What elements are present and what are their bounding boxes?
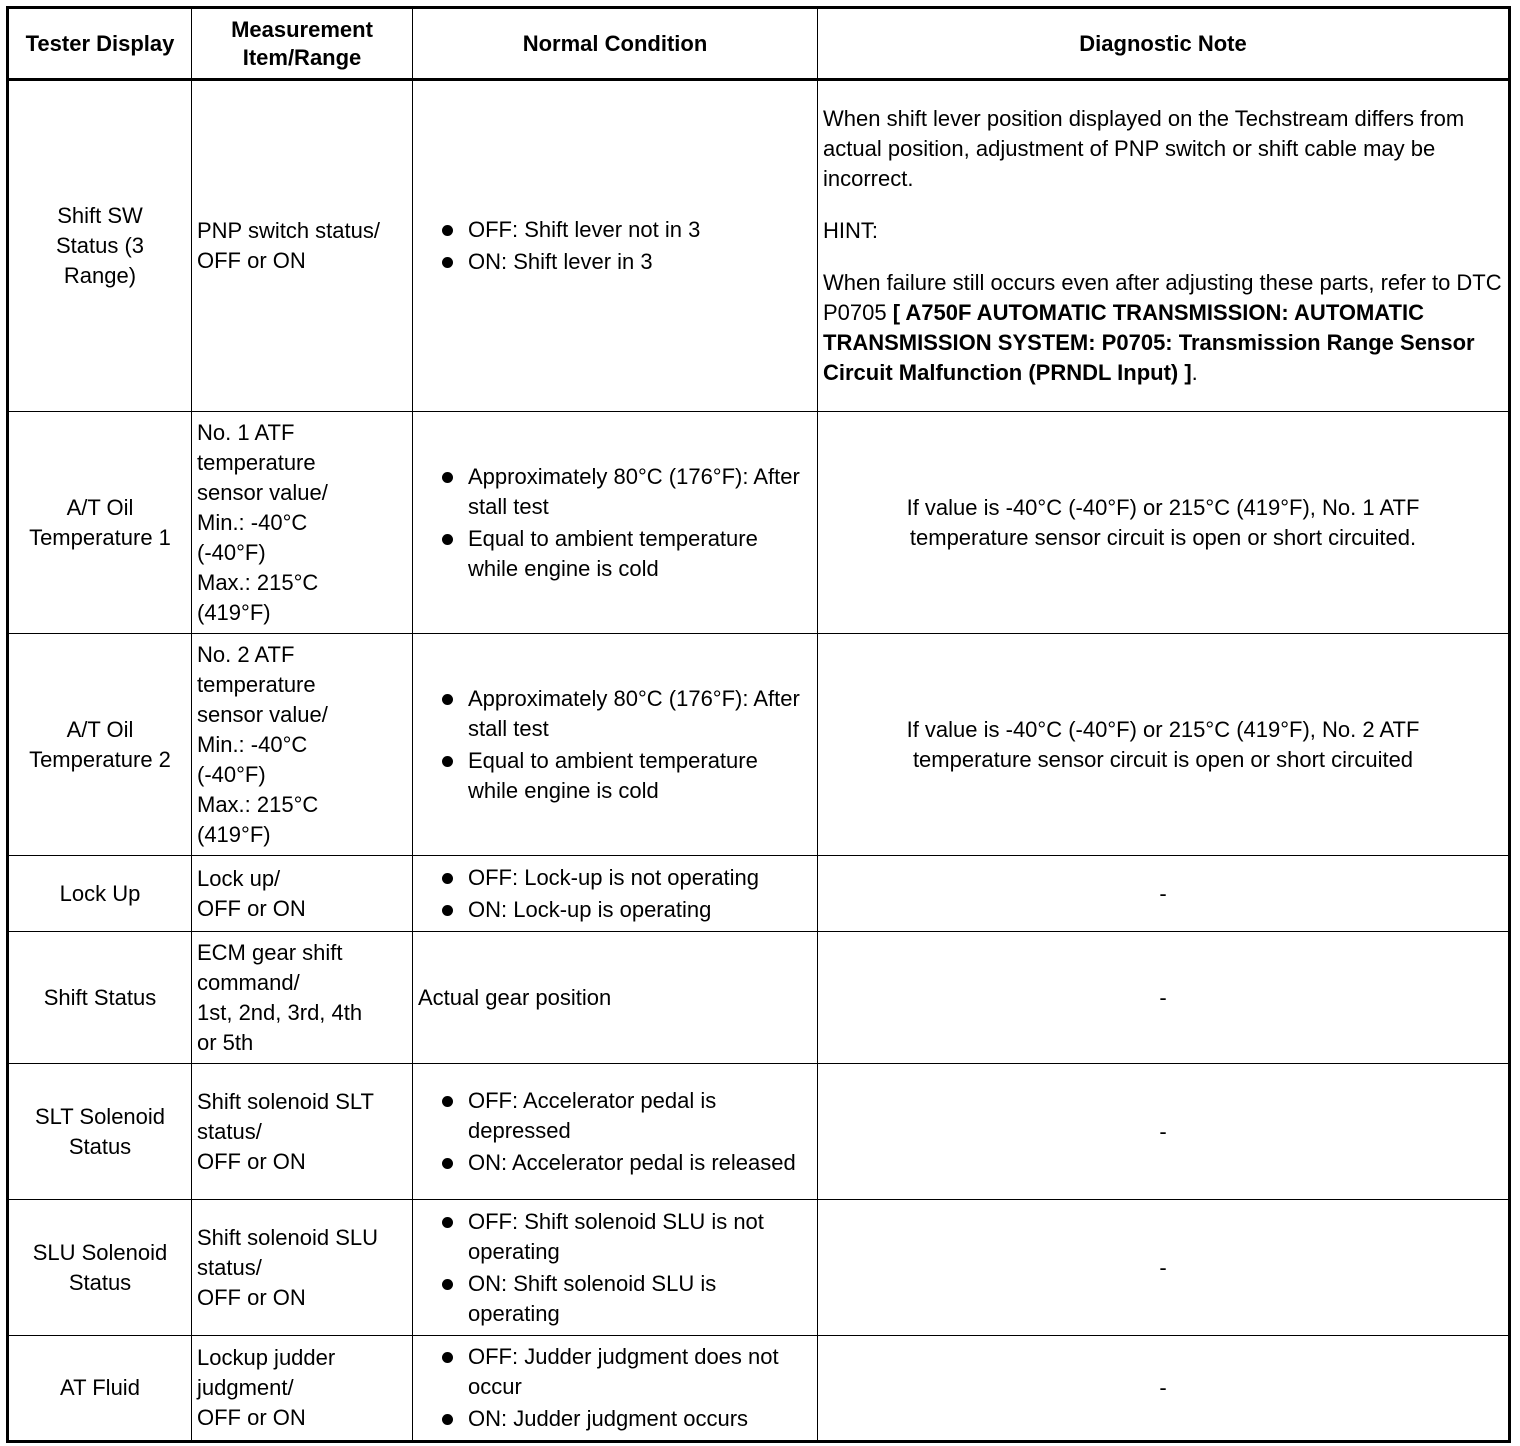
normal-condition-list	[418, 215, 812, 277]
measurement-cell	[192, 856, 413, 932]
normal-condition-cell	[413, 80, 818, 412]
list-item: ON: Judder judgment occurs	[418, 1404, 812, 1434]
normal-condition-cell	[413, 1200, 818, 1336]
list-item: ON: Shift solenoid SLU is operating	[418, 1269, 812, 1329]
list-item: ON: Shift lever in 3	[418, 247, 812, 277]
measurement-line: OFF or ON	[197, 248, 306, 273]
dtc-reference-link[interactable]: [ A750F AUTOMATIC TRANSMISSION: AUTOMATIC TRANSMISSION SYSTEM: P0705: Transmission Range Sensor Circuit Malfunction (PRNDL Input) ]	[823, 300, 1475, 385]
header-measurement: Measurement Item/Range	[192, 8, 413, 80]
diagnostic-note-cell: -	[818, 1200, 1510, 1336]
measurement-line: temperature	[197, 671, 316, 697]
measurement-cell	[192, 1064, 413, 1200]
header-row	[8, 8, 1510, 80]
tester-display-cell: SLT Solenoid Status	[8, 1064, 192, 1200]
table-row	[8, 932, 1510, 1064]
measurement-line: No. 1 ATF	[197, 419, 295, 445]
normal-condition-list	[418, 462, 812, 584]
tester-display-cell: A/T Oil Temperature 2	[8, 634, 192, 856]
diagnostic-note-cell: -	[818, 1336, 1510, 1442]
list-item: Approximately 80°C (176°F): After stall test	[418, 462, 812, 522]
measurement-line: Shift solenoid SLT	[197, 1088, 374, 1114]
header-normal-condition: Normal Condition	[413, 8, 818, 80]
measurement-line: OFF or ON	[197, 1284, 306, 1310]
measurement-line: OFF or ON	[197, 1148, 306, 1174]
normal-condition-cell	[413, 1336, 818, 1442]
table-row	[8, 1336, 1510, 1442]
measurement-line: or 5th	[197, 1029, 254, 1055]
measurement-line: OFF or ON	[197, 895, 306, 921]
normal-condition-list	[418, 1342, 812, 1434]
normal-condition-list	[418, 1207, 812, 1329]
tester-display-cell: Lock Up	[8, 856, 192, 932]
measurement-line: OFF or ON	[197, 1405, 306, 1430]
measurement-line: Max.: 215°C	[197, 791, 319, 817]
note-text: .	[1191, 360, 1198, 385]
header-tester-display: Tester Display	[8, 8, 192, 80]
measurement-line: (419°F)	[197, 599, 271, 625]
table-row	[8, 80, 1510, 412]
list-item: OFF: Lock-up is not operating	[418, 863, 812, 893]
measurement-line: sensor value/	[197, 701, 328, 727]
hint-label: HINT:	[823, 218, 878, 243]
measurement-cell	[192, 1336, 413, 1442]
list-item: OFF: Shift solenoid SLU is not operating	[418, 1207, 812, 1267]
table-row	[8, 856, 1510, 932]
normal-condition-cell	[413, 1064, 818, 1200]
measurement-cell	[192, 80, 413, 412]
list-item: Approximately 80°C (176°F): After stall test	[418, 684, 812, 744]
normal-condition-cell	[413, 856, 818, 932]
list-item: ON: Lock-up is operating	[418, 895, 812, 925]
diagnostic-note-cell: -	[818, 1064, 1510, 1200]
normal-condition-list	[418, 684, 812, 806]
list-item: OFF: Shift lever not in 3	[418, 215, 812, 245]
measurement-line: judgment/	[197, 1375, 294, 1400]
measurement-line: Shift solenoid SLU	[197, 1224, 378, 1250]
tester-display-cell: Shift SW Status (3 Range)	[8, 80, 192, 412]
measurement-line: ECM gear shift	[197, 939, 343, 965]
measurement-line: Lock up/	[197, 865, 281, 891]
note-paragraph	[823, 268, 1503, 388]
table-row	[8, 1200, 1510, 1336]
table-row	[8, 634, 1510, 856]
measurement-cell	[192, 412, 413, 634]
table-row	[8, 1064, 1510, 1200]
diagnostic-note-cell	[818, 80, 1510, 412]
normal-condition-cell: Actual gear position	[413, 932, 818, 1064]
list-item: Equal to ambient temperature while engine is cold	[418, 524, 812, 584]
measurement-line: PNP switch status/	[197, 218, 380, 243]
diagnostic-note-cell: If value is -40°C (-40°F) or 215°C (419°F), No. 2 ATF temperature sensor circuit is open or short circuited	[818, 634, 1510, 856]
measurement-line: status/	[197, 1118, 262, 1144]
normal-condition-list	[418, 1086, 812, 1178]
measurement-line: Lockup judder	[197, 1345, 336, 1370]
measurement-line: Max.: 215°C	[197, 569, 319, 595]
diagnostic-note-cell: -	[818, 932, 1510, 1064]
measurement-line: (-40°F)	[197, 761, 266, 787]
measurement-line: sensor value/	[197, 479, 328, 505]
note-paragraph: When shift lever position displayed on the Techstream differs from actual position, adjustment of PNP switch or shift cable may be incorrect.	[823, 106, 1465, 191]
tester-display-cell: AT Fluid	[8, 1336, 192, 1442]
measurement-line: (-40°F)	[197, 539, 266, 565]
tester-display-cell: A/T Oil Temperature 1	[8, 412, 192, 634]
list-item: OFF: Judder judgment does not occur	[418, 1342, 812, 1402]
normal-condition-cell	[413, 634, 818, 856]
measurement-line: No. 2 ATF	[197, 641, 295, 667]
diagnostic-note-cell: If value is -40°C (-40°F) or 215°C (419°F), No. 1 ATF temperature sensor circuit is open or short circuited.	[818, 412, 1510, 634]
measurement-line: status/	[197, 1254, 262, 1280]
measurement-line: Min.: -40°C	[197, 731, 308, 757]
measurement-cell	[192, 932, 413, 1064]
measurement-line: command/	[197, 969, 300, 995]
measurement-cell	[192, 1200, 413, 1336]
table-row	[8, 412, 1510, 634]
measurement-line: 1st, 2nd, 3rd, 4th	[197, 999, 363, 1025]
list-item: Equal to ambient temperature while engine is cold	[418, 746, 812, 806]
tester-display-cell: Shift Status	[8, 932, 192, 1064]
diagnostic-note-cell: -	[818, 856, 1510, 932]
header-diagnostic-note: Diagnostic Note	[818, 8, 1510, 80]
measurement-line: temperature	[197, 449, 316, 475]
data-list-table	[6, 6, 1511, 1443]
measurement-line: Min.: -40°C	[197, 509, 308, 535]
normal-condition-list	[418, 863, 812, 925]
list-item: ON: Accelerator pedal is released	[418, 1148, 812, 1178]
measurement-cell	[192, 634, 413, 856]
tester-display-cell: SLU Solenoid Status	[8, 1200, 192, 1336]
measurement-line: (419°F)	[197, 821, 271, 847]
normal-condition-cell	[413, 412, 818, 634]
note-text: When failure still occurs even after adjusting these parts, refer to DTC P0705	[823, 270, 1502, 325]
list-item: OFF: Accelerator pedal is depressed	[418, 1086, 812, 1146]
